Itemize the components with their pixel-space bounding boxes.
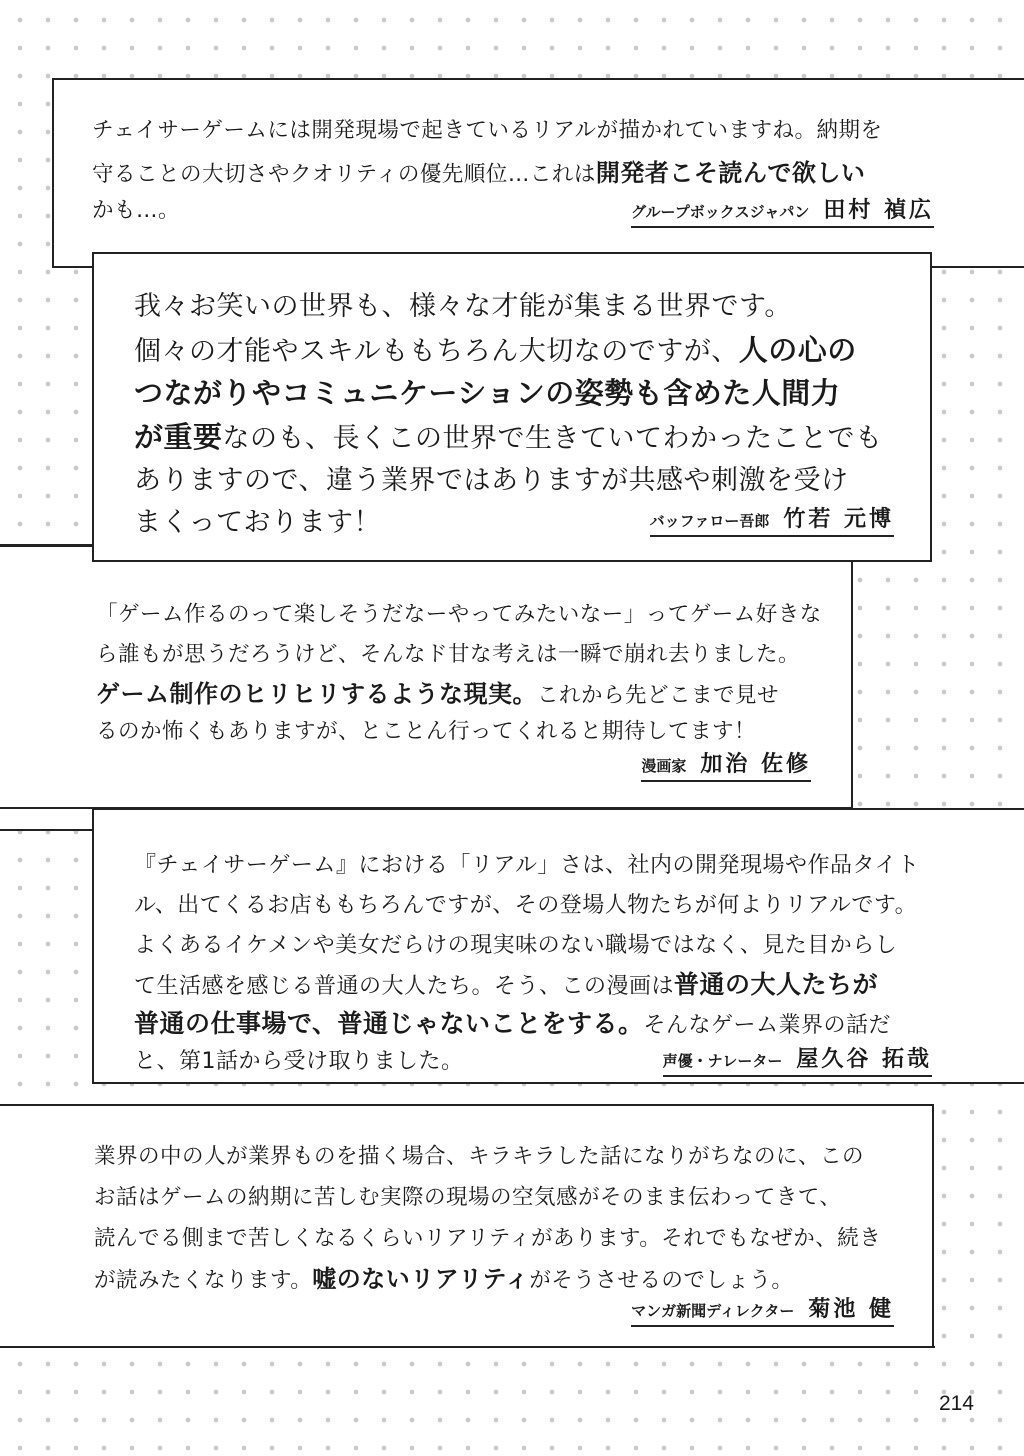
- author-name: 屋久谷 拓哉: [796, 1047, 932, 1072]
- signature: [641, 747, 811, 782]
- comment-line: かも…。: [92, 198, 181, 223]
- comment-line: ゲーム制作のヒリヒリするような現実。これから先どこまで見せ: [96, 680, 780, 708]
- signature: [631, 193, 934, 228]
- page-number: 214: [938, 1392, 974, 1415]
- comment-line: まくっております！: [134, 507, 381, 538]
- comment-box-5: [0, 1104, 934, 1348]
- comment-box-3: [0, 545, 853, 809]
- comment-line: 普通の仕事場で、普通じゃないことをする。そんなゲーム業界の話だ: [134, 1009, 892, 1038]
- comment-line: つながりやコミュニケーションの姿勢も含めた人間力: [134, 376, 841, 410]
- comment-line: て生活感を感じる普通の大人たち。そう、この漫画は普通の大人たちが: [134, 970, 879, 999]
- comment-line: よくあるイケメンや美女だらけの現実味のない職場ではなく、見た目からし: [134, 933, 898, 958]
- comment-line: 個々の才能やスキルももちろん大切なのですが、人の心の: [134, 333, 857, 367]
- author-role: バッファロー吾郎: [649, 512, 770, 530]
- author-name: 加治 佐修: [700, 752, 811, 777]
- comment-line: チェイサーゲームには開発現場で起きているリアルが描かれていますね。納期を: [92, 118, 883, 143]
- author-name: 竹若 元博: [783, 507, 894, 532]
- comment-line: 業界の中の人が業界ものを描く場合、キラキラした話になりがちなのに、この: [94, 1144, 865, 1169]
- comment-line: 読んでる側まで苦しくなるくらいリアリティがあります。それでもなぜか、続き: [94, 1226, 882, 1251]
- comment-line: が重要なのも、長くこの世界で生きていてわかったことでも: [134, 420, 883, 454]
- signature: [650, 502, 894, 537]
- comment-line: お話はゲームの納期に苦しむ実際の現場の空気感がそのまま伝わってきて、: [94, 1185, 842, 1210]
- comment-line: 『チェイサーゲーム』における「リアル」さは、社内の開発現場や作品タイト: [134, 853, 920, 878]
- comment-line: と、第1話から受け取りました。: [134, 1049, 464, 1074]
- comment-line: ル、出てくるお店ももちろんですが、その登場人物たちが何よりリアルです。: [134, 893, 918, 918]
- comment-box-2: [92, 252, 932, 562]
- comment-line: が読みたくなります。嘘のないリアリティがそうさせるのでしょう。: [94, 1265, 794, 1293]
- comment-box-1: [52, 78, 1024, 268]
- author-name: 田村 禎広: [823, 198, 934, 223]
- author-role: 漫画家: [641, 757, 687, 775]
- comment-line: 我々お笑いの世界も、様々な才能が集まる世界です。: [134, 291, 792, 322]
- comment-line: 守ることの大切さやクオリティの優先順位…これは開発者こそ読んで欲しい: [92, 159, 866, 187]
- comment-box-4: [92, 808, 1024, 1084]
- author-name: 菊池 健: [808, 1297, 894, 1322]
- signature: [631, 1292, 894, 1327]
- comment-line: ありますので、違う業界ではありますが共感や刺激を受け: [134, 465, 849, 496]
- comment-line: るのか怖くもありますが、とことん行ってくれると期待してます！: [96, 719, 757, 744]
- comment-line: 「ゲーム作るのって楽しそうだなーやってみたいなー」ってゲーム好きな: [96, 602, 822, 627]
- author-role: 声優・ナレーター: [662, 1052, 783, 1070]
- author-role: グループボックスジャパン: [630, 203, 810, 221]
- signature: [663, 1042, 932, 1077]
- comment-line: ら誰もが思うだろうけど、そんなド甘な考えは一瞬で崩れ去りました。: [96, 642, 801, 667]
- frame-line: [0, 829, 92, 831]
- author-role: マンガ新聞ディレクター: [631, 1302, 795, 1320]
